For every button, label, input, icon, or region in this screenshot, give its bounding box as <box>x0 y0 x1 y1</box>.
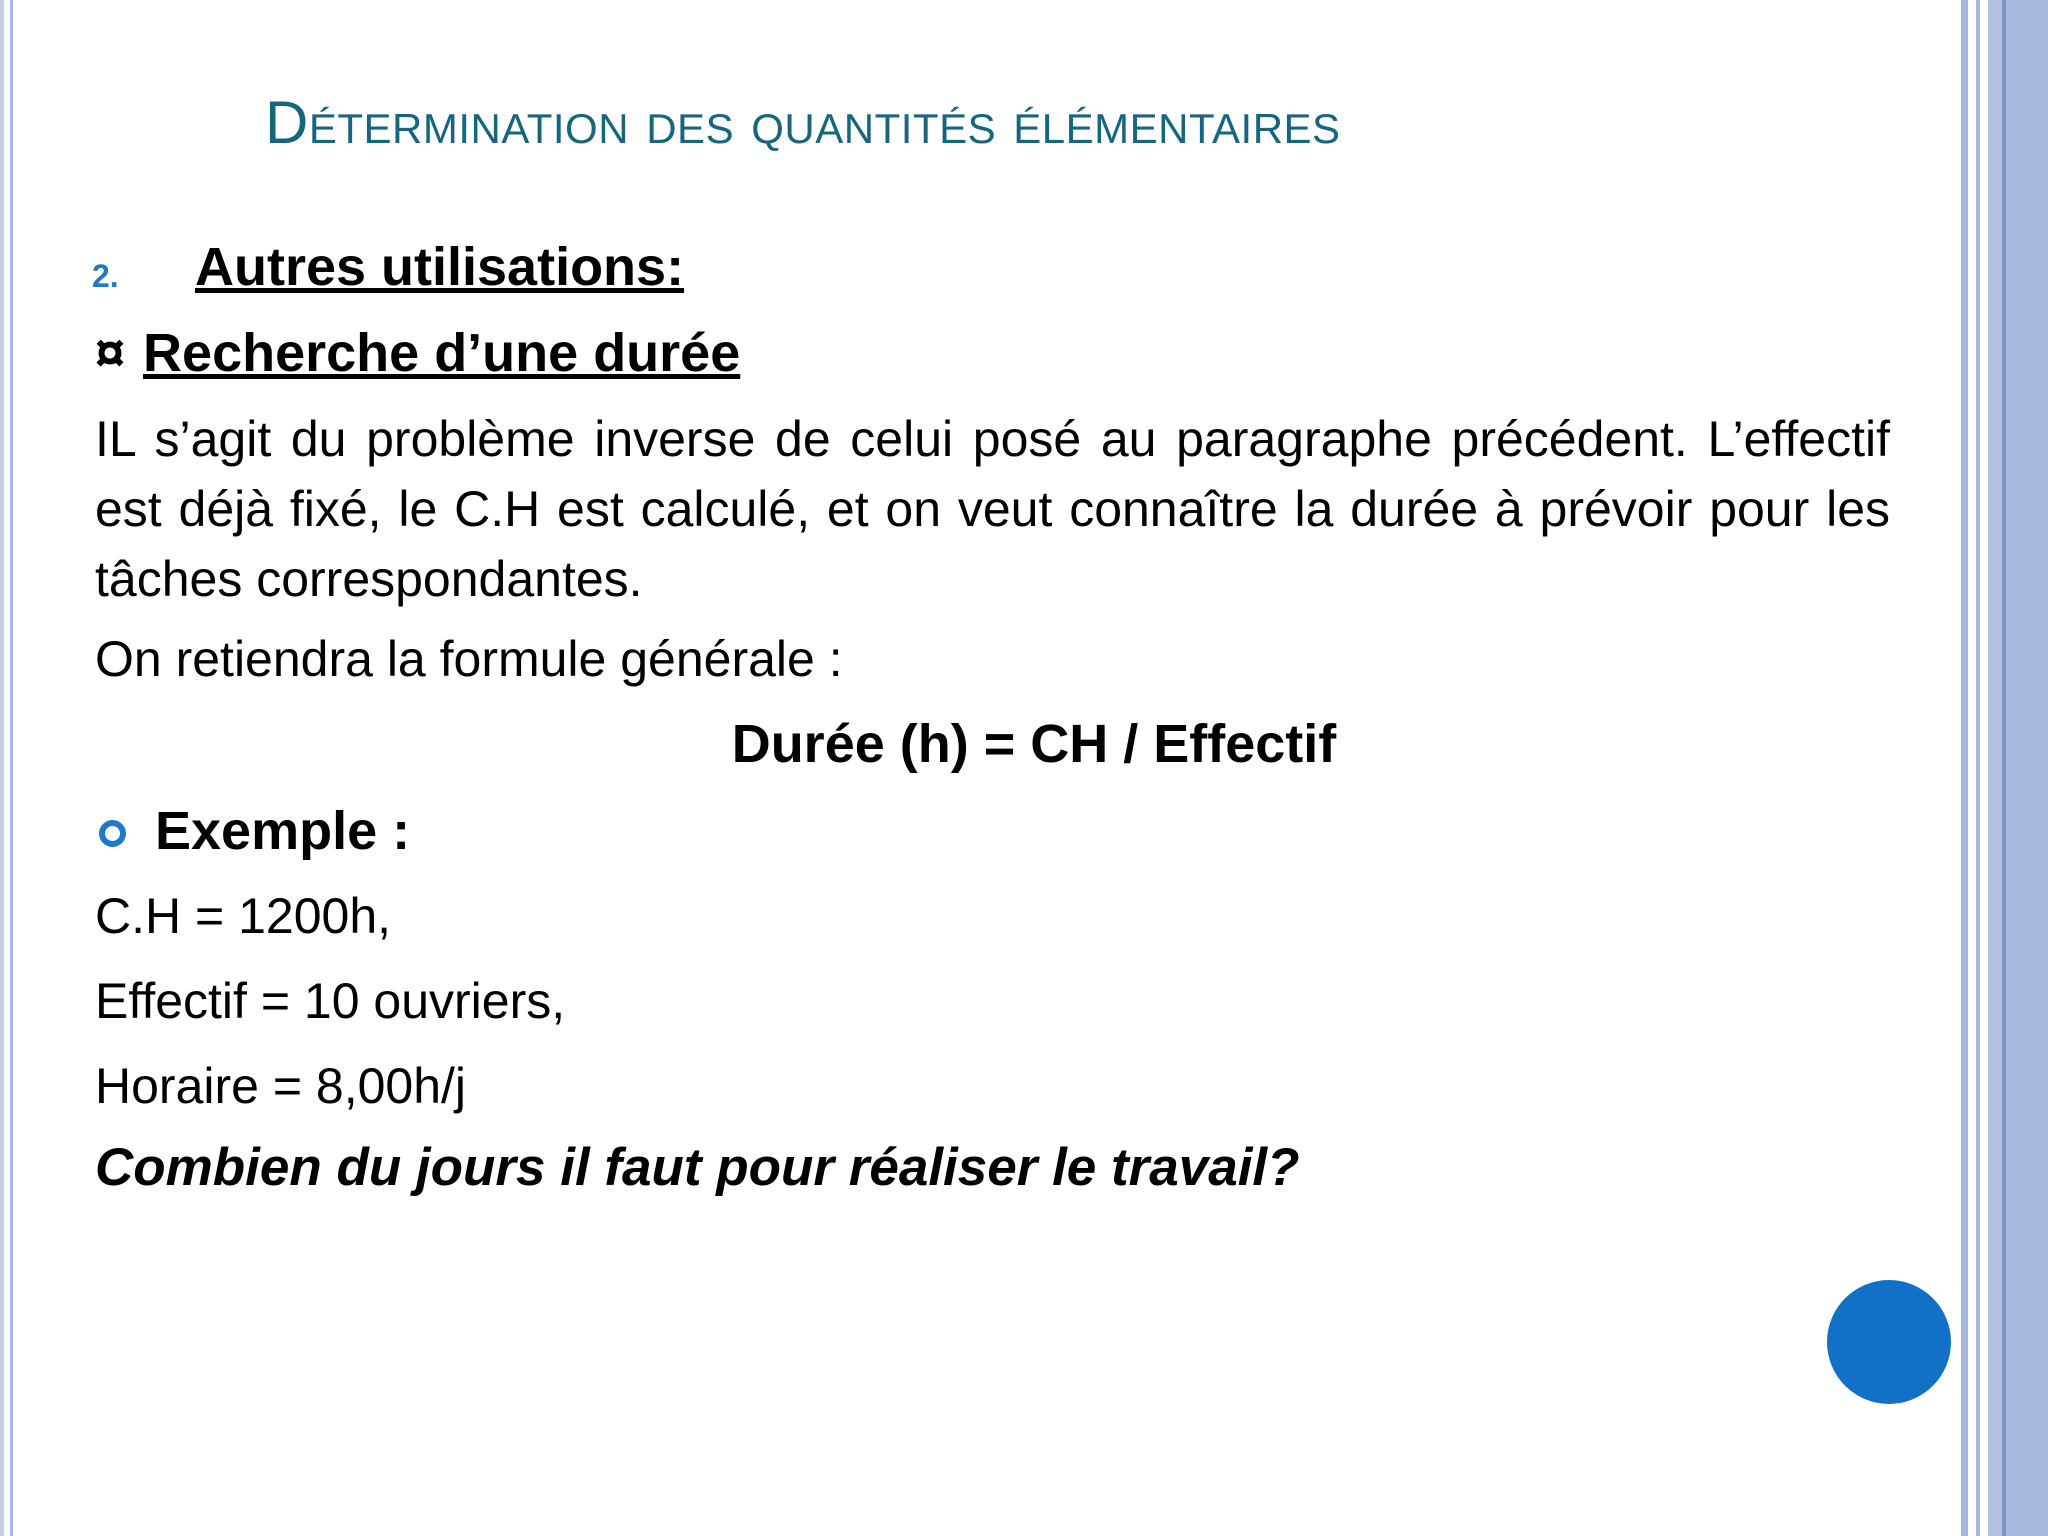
subsection-heading-text: Recherche d’une durée <box>143 323 741 383</box>
formula: Durée (h) = CH / Effectif <box>731 714 1337 774</box>
section-heading: Autres utilisations: <box>195 237 685 297</box>
example-line: C.H = 1200h, <box>95 888 392 944</box>
subsection-heading <box>95 322 740 384</box>
decorative-circle <box>1827 1280 1951 1404</box>
question: Combien du jours il faut pour réaliser le travail? <box>95 1138 1300 1197</box>
section-number: 2. <box>92 258 119 294</box>
ring-bullet-icon <box>99 820 126 847</box>
body-paragraph: IL s’agit du problème inverse de celui posé au paragraphe précédent. L’effectif est déjà fixé, le C.H est calculé, et on veut connaître la durée à prévoir pour les tâches correspondantes. <box>95 411 1890 607</box>
example-heading: Exemple : <box>155 801 411 861</box>
currency-sign-icon: ¤ <box>95 323 126 383</box>
slide-title: Détermination des quantités élémentaires <box>265 89 1341 156</box>
example-line: Effectif = 10 ouvriers, <box>95 973 566 1029</box>
example-line: Horaire = 8,00h/j <box>95 1058 467 1114</box>
formula-intro: On retiendra la formule générale : <box>95 631 843 687</box>
